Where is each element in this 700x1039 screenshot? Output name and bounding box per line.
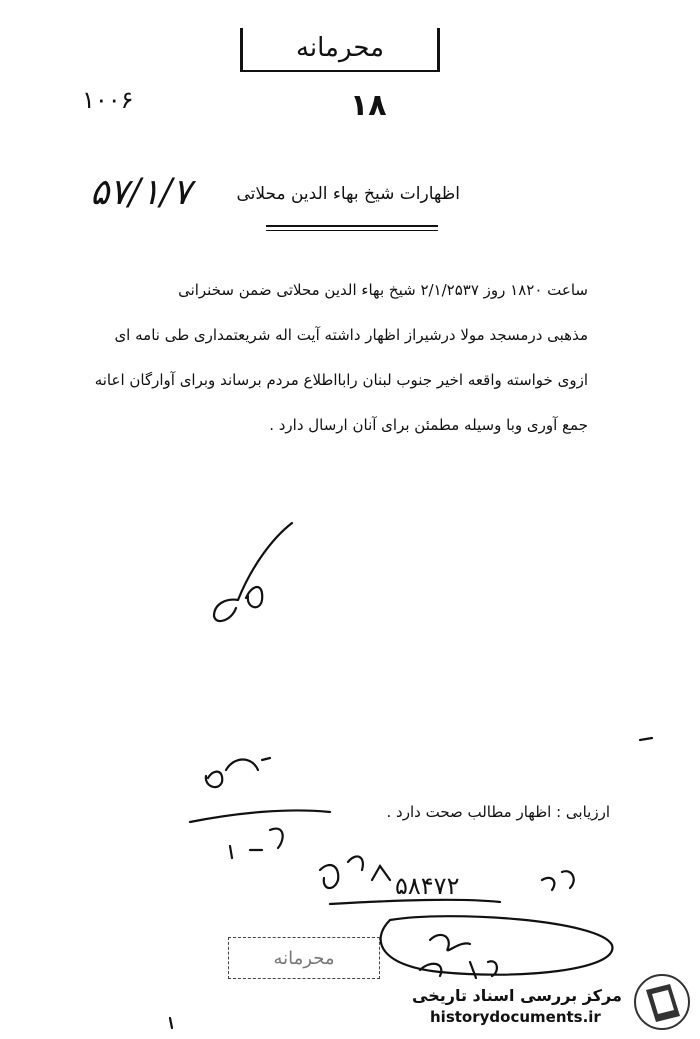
body-line: ازوی خواسته واقعه اخیر جنوب لبنان رابااطلاع مردم برساند وبرای آوارگان اعانه (94, 371, 588, 389)
classification-label: محرمانه (295, 33, 385, 63)
body-line: جمع آوری وبا وسیله مطمئن برای آنان ارسال دارد . (269, 416, 588, 434)
watermark-org-name: مرکز بررسی اسناد تاریخی (412, 986, 622, 1005)
watermark-url: historydocuments.ir (430, 1008, 601, 1026)
body-line: مذهبی درمسجد مولا درشیراز اظهار داشته آیت اله شریعتمداری طی نامه ای (114, 326, 588, 344)
document-subject: اظهارات شیخ بهاء الدین محلاتی (236, 184, 460, 204)
reference-number: ۵۸۴۷۲ (395, 872, 460, 900)
document-number: ۱۸ (350, 88, 387, 123)
body-line: ساعت ۱۸۲۰ روز ۲/۱/۲۵۳۷ شیخ بهاء الدین محلاتی ضمن سخنرانی (178, 281, 588, 299)
archive-logo-icon (635, 975, 689, 1029)
file-number: ۱۰۰۶ (82, 86, 134, 114)
classification-stamp: محرمانه (228, 937, 380, 979)
handwritten-date: ۵۷/۱/۷ (90, 172, 192, 213)
evaluation-note: ارزیابی : اظهار مطالب صحت دارد . (386, 803, 610, 821)
